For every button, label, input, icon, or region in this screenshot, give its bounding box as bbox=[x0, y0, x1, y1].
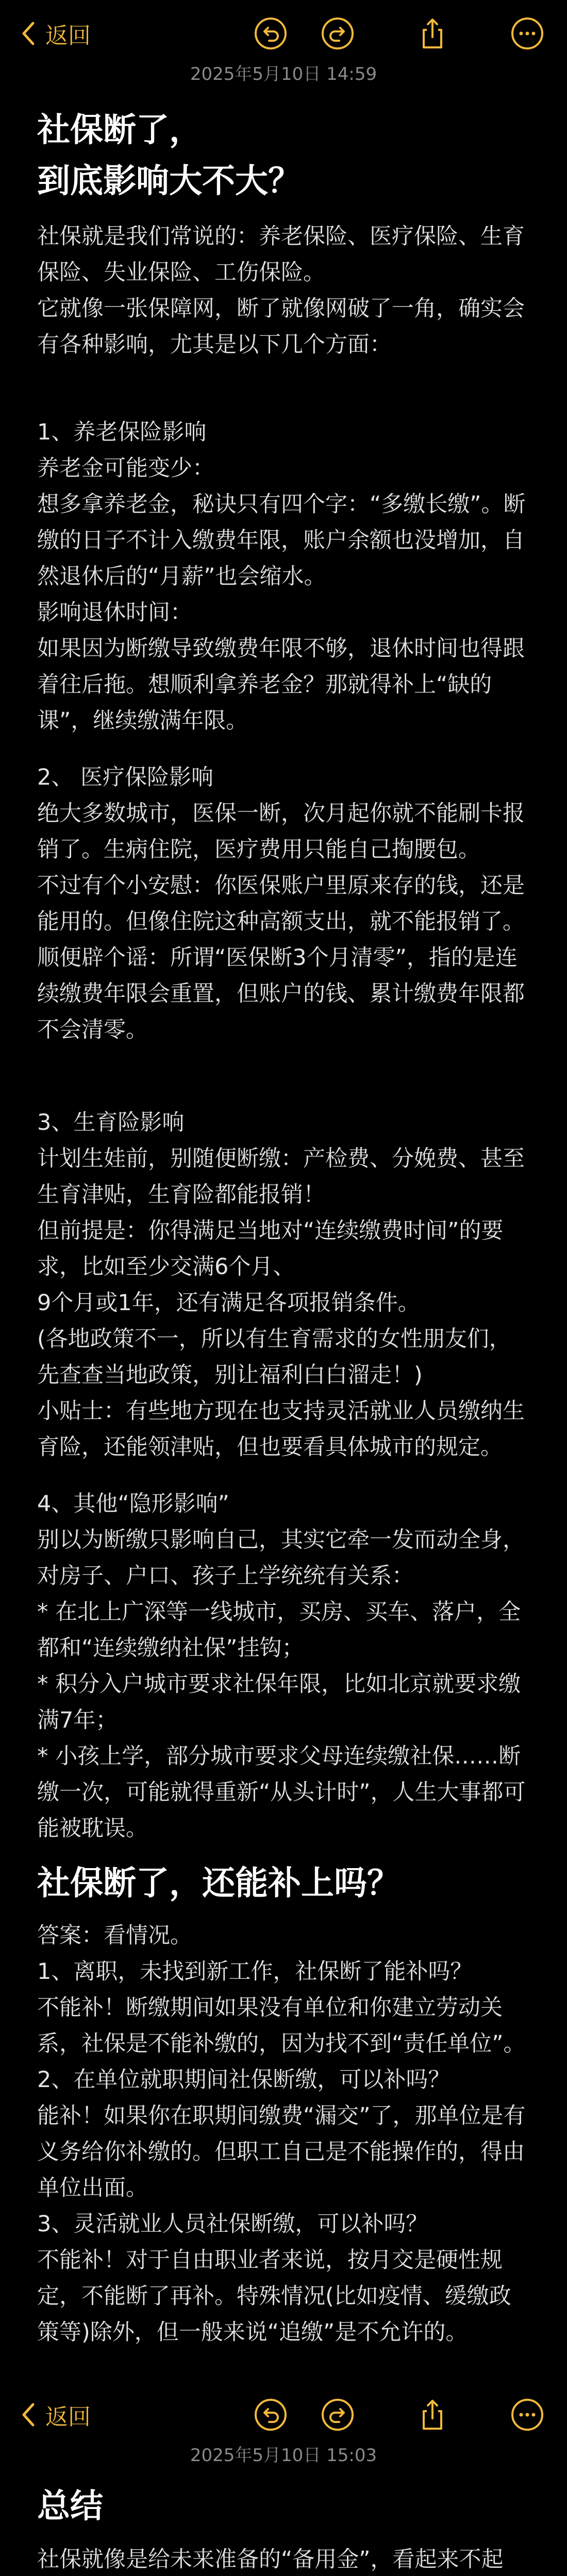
top-nav-bar bbox=[0, 0, 567, 67]
redo-button[interactable] bbox=[319, 2396, 357, 2434]
nav-actions bbox=[252, 0, 546, 67]
back-button[interactable] bbox=[21, 17, 91, 50]
paragraph: 它就像一张保障网，断了就像网破了一角，确实会有各种影响，尤其是以下几个方面： bbox=[37, 296, 525, 358]
more-button[interactable] bbox=[508, 14, 546, 53]
paragraph: 9个月或1年，还有满足各项报销条件。 bbox=[37, 1290, 420, 1316]
paragraph: 小贴士：有些地方现在也支持灵活就业人员缴纳生育险，还能领津贴，但也要看具体城市的规定。 bbox=[37, 1398, 525, 1461]
redo-icon bbox=[321, 16, 355, 50]
paragraph: 答案：看情况。 bbox=[37, 1922, 192, 1948]
paragraph: 顺便辟个谣：所谓“医保断3个月清零”，指的是连续缴费年限会重置，但账户的钱、累计缴费年限都不会清零。 bbox=[37, 945, 525, 1043]
note-body[interactable] bbox=[0, 2481, 567, 2576]
paragraph: 不过有个小安慰：你医保账户里原来存的钱，还是能用的。但像住院这种高额支出，就不能报销了。 bbox=[37, 873, 525, 935]
note-timestamp: 2025年5月10日 15:03 bbox=[190, 2445, 377, 2466]
paragraph: 养老金可能变少： bbox=[37, 455, 214, 482]
chevron-left-icon bbox=[21, 2402, 36, 2427]
intro-section bbox=[37, 218, 530, 399]
makeup-section bbox=[37, 1918, 530, 2350]
question: 2、在单位就职期间社保断缴，可以补吗？ bbox=[37, 2066, 451, 2093]
answer: 不能补！对于自由职业者来说，按月交是硬性规定，不能断了再补。特殊情况(比如疫情、缓缴政策等)除外，但一般来说“追缴”是不允许的。 bbox=[37, 2247, 511, 2345]
section-heading: 4、其他“隐形影响” bbox=[37, 1491, 229, 1517]
note-title: 总结 bbox=[37, 2487, 103, 2526]
redo-icon bbox=[321, 2398, 355, 2432]
blank-line bbox=[37, 1048, 530, 1084]
share-button[interactable] bbox=[413, 14, 452, 53]
undo-button[interactable] bbox=[252, 14, 290, 53]
paragraph: (各地政策不一，所以有生育需求的女性朋友们，先查查当地政策，别让福利白白溜走！) bbox=[37, 1326, 511, 1388]
share-button[interactable] bbox=[413, 2396, 452, 2434]
paragraph: 想多拿养老金，秘诀只有四个字：“多缴长缴”。断缴的日子不计入缴费年限，账户余额也没增加，自然退休后的“月薪”也会缩水。 bbox=[37, 492, 526, 590]
section-heading: 1、养老保险影响 bbox=[37, 419, 207, 446]
pension-section bbox=[37, 414, 530, 759]
note-timestamp: 2025年5月10日 14:59 bbox=[190, 64, 377, 84]
note-title bbox=[37, 105, 530, 207]
bullet-item: * 小孩上学，部分城市要求父母连续缴社保……断缴一次，可能就得重新“从头计时”，人生大事都可能被耽误。 bbox=[37, 1743, 526, 1842]
paragraph: 计划生娃前，别随便断缴：产检费、分娩费、甚至生育津贴，生育险都能报销！ bbox=[37, 1146, 525, 1208]
back-button[interactable] bbox=[21, 2398, 91, 2431]
section-heading: 2、 医疗保险影响 bbox=[37, 765, 214, 791]
paragraph: 但前提是：你得满足当地对“连续缴费时间”的要求，比如至少交满6个月、 bbox=[37, 1218, 504, 1280]
back-label: 返回 bbox=[45, 23, 91, 49]
undo-button[interactable] bbox=[252, 2396, 290, 2434]
answer: 能补！如果你在职期间缴费“漏交”了，那单位是有义务给你补缴的。但职工自己是不能操作的，得由单位出面。 bbox=[37, 2103, 526, 2201]
share-icon bbox=[415, 16, 449, 50]
question: 1、离职，未找到新工作，社保断了能补吗？ bbox=[37, 1958, 473, 1985]
more-icon bbox=[510, 2398, 544, 2432]
bullet-item: * 积分入户城市要求社保年限，比如北京就要求缴满7年； bbox=[37, 1671, 521, 1734]
more-icon bbox=[510, 16, 544, 50]
nav-actions bbox=[252, 2381, 546, 2448]
back-label: 返回 bbox=[45, 2403, 91, 2430]
undo-icon bbox=[254, 2398, 288, 2432]
share-icon bbox=[415, 2398, 449, 2432]
redo-button[interactable] bbox=[319, 14, 357, 53]
answer: 不能补！断缴期间如果没有单位和你建立劳动关系，社保是不能补缴的，因为找不到“责任单位”。 bbox=[37, 1994, 526, 2057]
section-heading: 3、生育险影响 bbox=[37, 1110, 185, 1136]
makeup-heading: 社保断了，还能补上吗？ bbox=[37, 1865, 400, 1903]
hidden-impact-section bbox=[37, 1486, 530, 1846]
medical-section bbox=[37, 759, 530, 1105]
question: 3、灵活就业人员社保断缴，可以补吗？ bbox=[37, 2211, 428, 2237]
title-line: 社保断了， bbox=[37, 111, 202, 149]
top-nav-bar bbox=[0, 2381, 567, 2448]
maternity-section bbox=[37, 1105, 530, 1486]
paragraph: 影响退休时间： bbox=[37, 600, 192, 626]
paragraph: 如果因为断缴导致缴费年限不够，退休时间也得跟着往后拖。想顺利拿养老金？那就得补上“缺的课”，继续缴满年限。 bbox=[37, 636, 525, 734]
more-button[interactable] bbox=[508, 2396, 546, 2434]
note-body[interactable] bbox=[0, 105, 567, 2350]
paragraph: 绝大多数城市，医保一断，次月起你就不能刷卡报销了。生病住院，医疗费用只能自己掏腰包。 bbox=[37, 801, 525, 863]
undo-icon bbox=[254, 16, 288, 50]
screenshot-divider bbox=[0, 2350, 567, 2381]
blank-line bbox=[37, 363, 530, 399]
paragraph: 别以为断缴只影响自己，其实它牵一发而动全身，对房子、户口、孩子上学统统有关系： bbox=[37, 1527, 525, 1589]
chevron-left-icon bbox=[21, 21, 36, 46]
paragraph: 社保就是我们常说的：养老保险、医疗保险、生育保险、失业保险、工伤保险。 bbox=[37, 224, 525, 286]
title-line: 到底影响大不大？ bbox=[37, 162, 301, 201]
paragraph: 社保就像是给未来准备的“备用金”，看起来不起 bbox=[37, 2547, 504, 2573]
bullet-item: * 在北上广深等一线城市，买房、买车、落户，全都和“连续缴纳社保”挂钩； bbox=[37, 1599, 521, 1662]
